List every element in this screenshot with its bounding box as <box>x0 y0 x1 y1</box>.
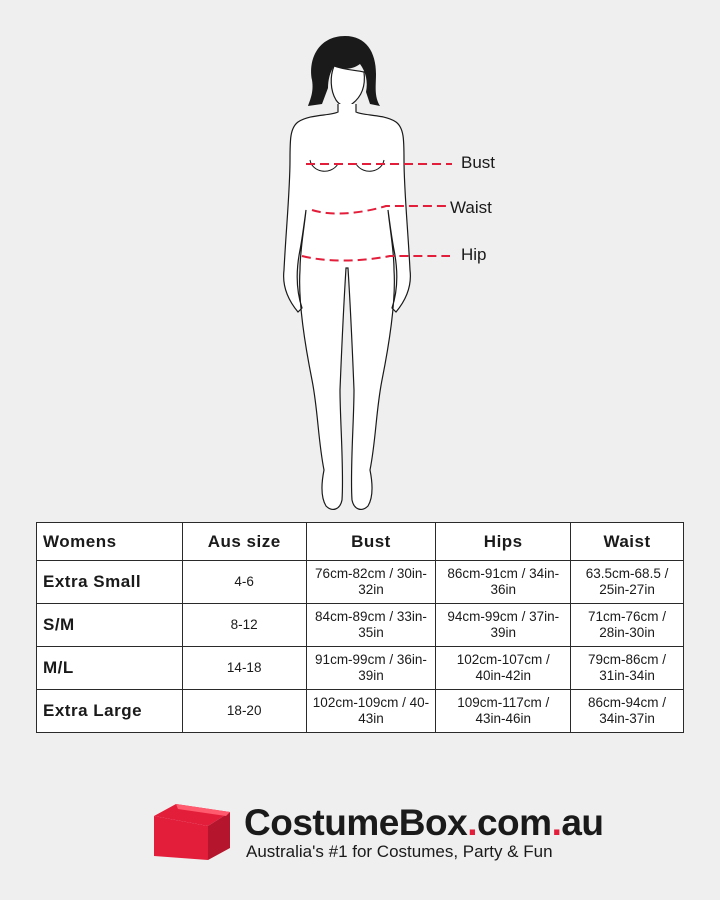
table-row <box>37 561 684 604</box>
header-hips: Hips <box>436 523 571 561</box>
waist-label: Waist <box>450 198 492 217</box>
brand-name-main: CostumeBox <box>244 802 468 843</box>
hips-cell: 86cm-91cm / 34in-36in <box>436 561 571 604</box>
size-chart-table <box>36 522 684 733</box>
bust-cell: 76cm-82cm / 30in-32in <box>306 561 436 604</box>
costume-box-icon <box>152 802 232 862</box>
table-row <box>37 647 684 690</box>
hips-cell: 109cm-117cm / 43in-46in <box>436 690 571 733</box>
bust-label: Bust <box>461 153 496 172</box>
waist-cell: 71cm-76cm / 28in-30in <box>571 604 684 647</box>
bust-cell: 102cm-109cm / 40-43in <box>306 690 436 733</box>
bust-cell: 84cm-89cm / 33in-35in <box>306 604 436 647</box>
hip-label: Hip <box>461 245 487 264</box>
table-row <box>37 690 684 733</box>
brand-name <box>244 802 604 844</box>
brand-tagline: Australia's #1 for Costumes, Party & Fun <box>246 842 553 861</box>
table-header-row <box>37 523 684 561</box>
brand-name-com: com <box>476 802 552 843</box>
header-bust: Bust <box>306 523 436 561</box>
aus-size-cell: 18-20 <box>182 690 306 733</box>
size-name: S/M <box>37 604 183 647</box>
aus-size-cell: 4-6 <box>182 561 306 604</box>
size-name: Extra Large <box>37 690 183 733</box>
waist-cell: 86cm-94cm / 34in-37in <box>571 690 684 733</box>
waist-cell: 63.5cm-68.5 / 25in-27in <box>571 561 684 604</box>
header-aus-size: Aus size <box>182 523 306 561</box>
waist-cell: 79cm-86cm / 31in-34in <box>571 647 684 690</box>
size-name: Extra Small <box>37 561 183 604</box>
brand-logo <box>152 802 604 872</box>
header-waist: Waist <box>571 523 684 561</box>
hips-cell: 102cm-107cm / 40in-42in <box>436 647 571 690</box>
size-name: M/L <box>37 647 183 690</box>
header-womens: Womens <box>37 523 183 561</box>
brand-dot: . <box>467 802 477 843</box>
brand-dot: . <box>551 802 562 843</box>
brand-name-au: au <box>561 802 604 843</box>
aus-size-cell: 14-18 <box>182 647 306 690</box>
aus-size-cell: 8-12 <box>182 604 306 647</box>
bust-cell: 91cm-99cm / 36in-39in <box>306 647 436 690</box>
table-row <box>37 604 684 647</box>
hips-cell: 94cm-99cm / 37in-39in <box>436 604 571 647</box>
